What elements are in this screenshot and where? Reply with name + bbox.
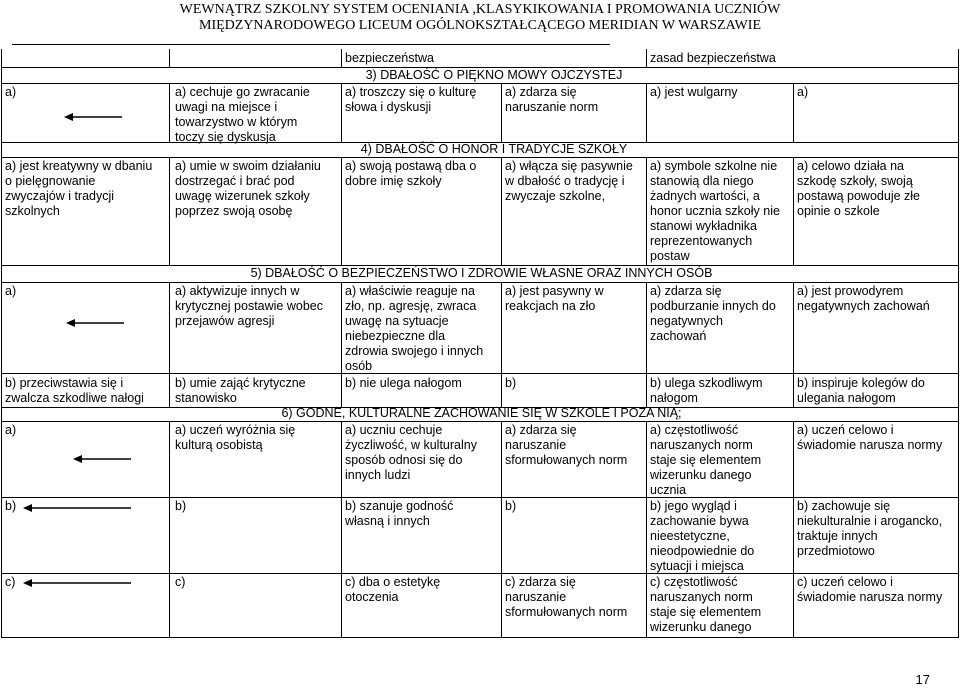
r6c-c6: c) uczeń celowo i świadomie narusza normy	[797, 575, 943, 604]
r6c-c3: c) dba o estetykę otoczenia	[345, 575, 441, 604]
arrow-left-icon	[73, 454, 133, 464]
section-heading-4: 4) DBAŁOŚĆ O HONOR I TRADYCJE SZKOŁY	[360, 142, 628, 156]
r3a-c6: a)	[797, 85, 809, 99]
section-heading-3: 3) DBAŁOŚĆ O PIĘKNO MOWY OJCZYSTEJ	[365, 68, 623, 82]
r6b-c5: b) jego wygląd i zachowanie bywa nieestetyczne, nieodpowiednie do sytuacji i miejsca	[650, 499, 755, 573]
section-heading-5: 5) DBAŁOŚĆ O BEZPIECZEŃSTWO I ZDROWIE WŁASNE ORAZ INNYCH OSÓB	[250, 266, 713, 280]
r3a-c1: a)	[5, 85, 17, 99]
r3a-c3: a) troszczy się o kulturę słowa i dyskusji	[345, 85, 477, 114]
page-number: 17	[915, 672, 930, 687]
r6a-c2: a) uczeń wyróżnia się kulturą osobistą	[175, 423, 296, 452]
r5a-c2: a) aktywizuje innych w krytycznej postawie wobec przejawów agresji	[175, 284, 323, 328]
r5b-c1: b) przeciwstawia się i zwalcza szkodliwe nałogi	[5, 376, 144, 405]
r5a-c5: a) zdarza się podburzanie innych do negatywnych zachowań	[650, 284, 776, 343]
r4a-c6: a) celowo działa na szkodę szkoły, swoją postawą powoduje złe opinie o szkole	[797, 159, 920, 218]
r6c-c4: c) zdarza się naruszanie sformułowanych norm	[505, 575, 628, 619]
r6b-c1: b)	[5, 499, 17, 513]
r6a-c3: a) uczniu cechuje życzliwość, w kulturalny sposób odnosi się do innych ludzi	[345, 423, 477, 482]
r6a-c5: a) częstotliwość naruszanych norm staje się elementem wizerunku danego ucznia	[650, 423, 762, 497]
r3a-c2: a) cechuje go zwracanie uwagi na miejsce i towarzystwo w którym toczy się dyskusja	[175, 85, 310, 144]
document-header-line2: MIĘDZYNARODOWEGO LICEUM OGÓLNOKSZTAŁCĄCEGO MERIDIAN W WARSZAWIE	[199, 18, 761, 33]
r6b-c6: b) zachowuje się niekulturalnie i arogancko, traktuje innych przedmiotowo	[797, 499, 943, 558]
r5b-c6: b) inspiruje kolegów do ulegania nałogom	[797, 376, 925, 405]
r4a-c4: a) włącza się pasywnie w dbałość o tradycję i zwyczaje szkolne,	[505, 159, 633, 203]
r6b-c2: b)	[175, 499, 187, 513]
arrow-left-icon	[23, 578, 133, 588]
cell-top-c5: zasad bezpieczeństwa	[650, 51, 776, 65]
r6c-c5: c) częstotliwość naruszanych norm staje się elementem wizerunku danego	[650, 575, 762, 634]
r3a-c5: a) jest wulgarny	[650, 85, 738, 99]
r5a-c6: a) jest prowodyrem negatywnych zachowań	[797, 284, 930, 313]
document-header-line1: WEWNĄTRZ SZKOLNY SYSTEM OCENIANIA ,KLASYKIKOWANIA I PROMOWANIA UCZNIÓW	[179, 2, 781, 17]
r4a-c3: a) swoją postawą dba o dobre imię szkoły	[345, 159, 477, 188]
section-heading-6: 6) GODNE, KULTURALNE ZACHOWANIE SIĘ W SZKOLE I POZA NIĄ;	[281, 406, 682, 420]
r5a-c4: a) jest pasywny w reakcjach na zło	[505, 284, 604, 313]
r4a-c1: a) jest kreatywny w dbaniu o pielęgnowanie zwyczajów i tradycji szkolnych	[5, 159, 153, 218]
r6a-c1: a)	[5, 423, 17, 437]
r5b-c3: b) nie ulega nałogom	[345, 376, 462, 390]
r4a-c2: a) umie w swoim działaniu dostrzegać i brać pod uwagę wizerunek szkoły poprzez swoją osobę	[175, 159, 321, 218]
arrow-left-icon	[23, 503, 133, 513]
r3a-c4: a) zdarza się naruszanie norm	[505, 85, 599, 114]
r6c-c2: c)	[175, 575, 186, 589]
r4a-c5: a) symbole szkolne nie stanowią dla niego żadnych wartości, a honor ucznia szkoły nie stanowi wykładnika reprezentowanych postaw	[650, 159, 780, 263]
cell-top-c3: bezpieczeństwa	[345, 51, 434, 65]
arrow-left-icon	[66, 318, 126, 328]
r6b-c3: b) szanuje godność własną i innych	[345, 499, 454, 528]
r6b-c4: b)	[505, 499, 517, 513]
r6a-c4: a) zdarza się naruszanie sformułowanych norm	[505, 423, 628, 467]
r5b-c5: b) ulega szkodliwym nałogom	[650, 376, 763, 405]
r6c-c1: c)	[5, 575, 16, 589]
r6a-c6: a) uczeń celowo i świadomie narusza normy	[797, 423, 943, 452]
header-underline	[12, 44, 610, 45]
r5a-c1: a)	[5, 284, 17, 298]
r5b-c2: b) umie zająć krytyczne stanowisko	[175, 376, 306, 405]
arrow-left-icon	[64, 112, 124, 122]
r5b-c4: b)	[505, 376, 517, 390]
r5a-c3: a) właściwie reaguje na zło, np. agresję, zwraca uwagę na sytuacje niebezpieczne dla zdrowia swojego i innych osób	[345, 284, 484, 373]
